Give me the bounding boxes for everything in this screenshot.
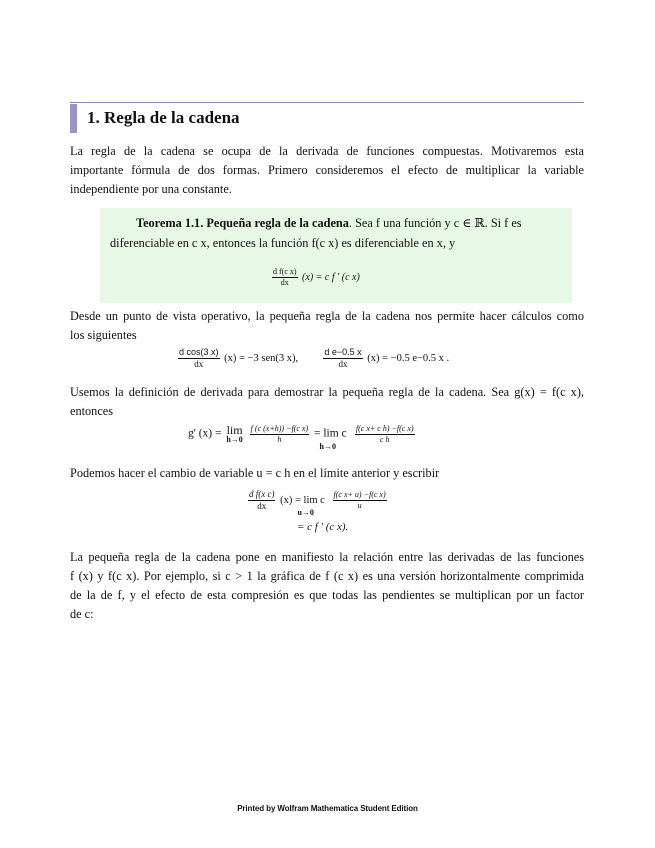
- difference-quotient: [250, 425, 309, 444]
- fraction-denominator: c h: [379, 434, 390, 444]
- intro-paragraph: [70, 142, 584, 199]
- fraction-numerator: d f(c x): [273, 267, 297, 276]
- definition-paragraph: [70, 383, 584, 421]
- fraction-numerator: d e−0.5 x: [324, 347, 362, 357]
- derivative-fraction: [178, 348, 220, 369]
- paragraph-line: Desde un punto de vista operativo, la pequeña regla de la cadena nos permite hacer cálculos como: [70, 309, 584, 323]
- fraction-numerator: f(c x+ c h) −f(c x): [355, 423, 414, 433]
- section-rule: [70, 102, 584, 103]
- section-title: 1. Regla de la cadena: [87, 108, 240, 127]
- examples-equation: [176, 348, 449, 369]
- difference-quotient: [333, 491, 387, 510]
- conclusion-paragraph: [70, 548, 584, 624]
- limit-subscript: h→0: [319, 441, 336, 451]
- print-footer: Printed by Wolfram Mathematica Student Edition: [237, 804, 418, 813]
- operative-paragraph: [70, 307, 584, 345]
- limit-equation: [188, 424, 417, 451]
- example-result: (x) = −0.5 e−0.5 x .: [367, 352, 450, 364]
- theorem-formula: [270, 268, 360, 287]
- limit-word: lim: [226, 423, 243, 437]
- intro-line: independiente por una constante.: [70, 182, 232, 196]
- derivative-fraction: [248, 490, 275, 511]
- intro-line: importante fórmula de dos formas. Primero consideremos el efecto de multiplicar la variable: [70, 163, 584, 177]
- fraction-denominator: h: [277, 434, 282, 444]
- intro-line: La regla de la cadena se ocupa de la derivada de funciones compuestas. Motivaremos esta: [70, 144, 584, 158]
- paragraph-line: entonces: [70, 404, 114, 418]
- section-heading: [70, 104, 584, 132]
- paragraph-line: Podemos hacer el cambio de variable u = c h en el límite anterior y escribir: [70, 466, 440, 480]
- change-variable-result: = c f ' (c x).: [297, 521, 349, 533]
- equation-lhs: g' (x) =: [188, 427, 222, 440]
- paragraph-line: Usemos la definición de derivada para demostrar la pequeña regla de la cadena. Sea g(x) = f(c x),: [70, 385, 584, 399]
- fraction-numerator: f(c x+ u) −f(c x): [333, 490, 386, 499]
- fraction-numerator: f (c (x+h)) −f(c x): [250, 423, 309, 433]
- theorem-line: diferenciable en c x, entonces la función f(c x) es diferenciable en x, y: [110, 236, 456, 250]
- theorem-line: [136, 216, 522, 231]
- example-result: (x) = −3 sen(3 x),: [224, 352, 299, 364]
- limit-operator: [297, 509, 313, 517]
- fraction-denominator: dx: [257, 501, 267, 511]
- fraction-numerator: d cos(3 x): [179, 347, 219, 357]
- fraction-denominator: dx: [280, 278, 289, 287]
- limit-operator: [226, 424, 242, 444]
- heading-bar: [70, 104, 77, 133]
- paragraph-line: f (x) y f(c x). Por ejemplo, si c > 1 la gráfica de f (c x) es una versión horizontalmente comprimida: [70, 569, 584, 583]
- fraction-denominator: dx: [194, 359, 204, 369]
- limit-subscript: h→0: [226, 435, 243, 444]
- paragraph-line: de la de f, y el efecto de esta compresión es que todas las pendientes se multiplican por un factor: [70, 588, 584, 602]
- limit-operator: [320, 443, 336, 451]
- theorem-label: Teorema 1.1. Pequeña regla de la cadena: [136, 216, 349, 230]
- difference-quotient: [355, 425, 415, 444]
- paragraph-line: de c:: [70, 607, 94, 621]
- equation-rest: (x) = lim c: [280, 494, 325, 506]
- fraction-denominator: u: [357, 501, 362, 510]
- change-variable-equation: [246, 490, 389, 517]
- theorem-box: [100, 208, 572, 303]
- fraction-denominator: dx: [338, 359, 348, 369]
- paragraph-line: La pequeña regla de la cadena pone en manifiesto la relación entre las derivadas de las funciones: [70, 550, 584, 564]
- paragraph-line: los siguientes: [70, 328, 137, 342]
- change-variable-paragraph: [70, 464, 584, 483]
- theorem-text: . Sea f una función y c ∈ ℝ. Si f es: [348, 216, 522, 230]
- derivative-fraction: [272, 268, 298, 287]
- fraction-numerator: d f(x c): [249, 489, 275, 499]
- equation-middle: = lim c: [313, 427, 347, 440]
- derivative-fraction: [323, 348, 362, 369]
- limit-subscript: u→0: [297, 507, 314, 517]
- formula-rest: (x) = c f ' (c x): [302, 271, 360, 283]
